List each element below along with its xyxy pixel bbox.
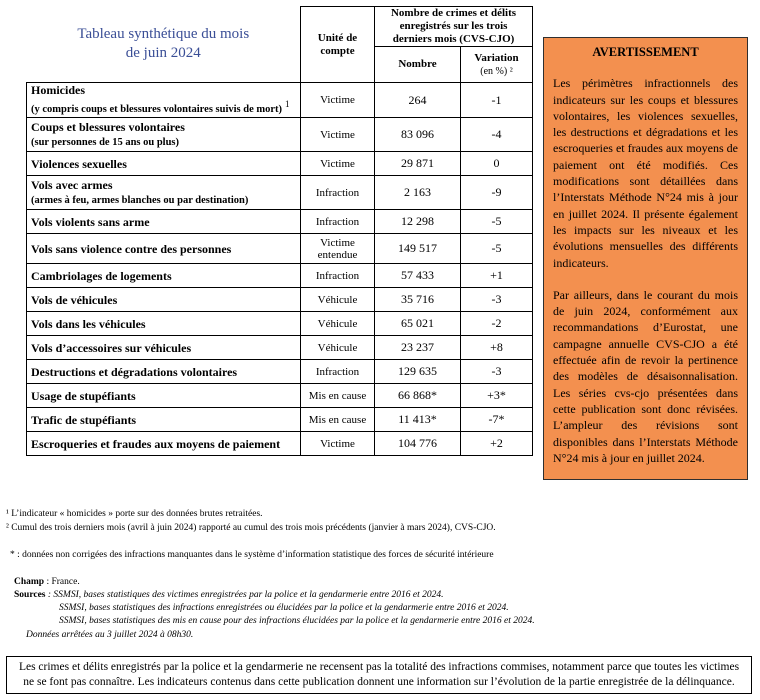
warning-box xyxy=(543,37,748,480)
source-3: SSMSI, bases statistiques des mis en cause pour des infractions élucidées par la police et la gendarmerie entre 2016 et 2024. xyxy=(59,616,535,626)
variation-cell: -9 xyxy=(461,176,533,210)
unit-cell: Véhicule xyxy=(301,336,375,360)
indicator-cell: Escroqueries et fraudes aux moyens de paiement xyxy=(27,432,301,456)
indicator-cell: Vols sans violence contre des personnes xyxy=(27,234,301,264)
unit-cell: Véhicule xyxy=(301,288,375,312)
unit-cell: Infraction xyxy=(301,176,375,210)
unit-cell: Victime xyxy=(301,152,375,176)
indicator-cell: Vols avec armes (armes à feu, armes blanches ou par destination) xyxy=(27,176,301,210)
summary-table xyxy=(26,6,533,456)
footnote-star: * : données non corrigées des infractions manquantes dans le système d’information statistique des forces de sécurité intérieure xyxy=(10,550,494,560)
table-row xyxy=(27,336,533,360)
data-date: Données arrêtées au 3 juillet 2024 à 08h30. xyxy=(26,630,194,640)
table-row xyxy=(27,118,533,152)
number-cell: 264 xyxy=(375,83,461,118)
variation-cell: +8 xyxy=(461,336,533,360)
indicator-cell: Homicides (y compris coups et blessures volontaires suivis de mort) $^1$ xyxy=(27,83,301,118)
unit-cell: Victime xyxy=(301,432,375,456)
col-variation-header: Variation (en %) ² xyxy=(461,47,533,83)
source-2: SSMSI, bases statistiques des infractions enregistrées ou élucidées par la police et la gendarmerie entre 2016 et 2024. xyxy=(59,603,509,613)
variation-cell: -5 xyxy=(461,234,533,264)
indicator-cell: Violences sexuelles xyxy=(27,152,301,176)
variation-cell: +2 xyxy=(461,432,533,456)
number-cell: 11 413* xyxy=(375,408,461,432)
unit-cell: Infraction xyxy=(301,210,375,234)
number-cell: 23 237 xyxy=(375,336,461,360)
indicator-cell: Usage de stupéfiants xyxy=(27,384,301,408)
unit-cell: Victime entendue xyxy=(301,234,375,264)
variation-cell: -3 xyxy=(461,288,533,312)
number-cell: 57 433 xyxy=(375,264,461,288)
champ: Champ : France. xyxy=(14,577,80,587)
variation-cell: +1 xyxy=(461,264,533,288)
disclaimer-box: Les crimes et délits enregistrés par la police et la gendarmerie ne recensent pas la totalité des infractions commises, notamment parce que toutes les victimes ne se font pas connaître. Les indicateurs contenus dans cette publication donnent une information sur l’évolution de la partie enregistrée de la délinquance. xyxy=(6,656,752,694)
number-cell: 129 635 xyxy=(375,360,461,384)
table-row xyxy=(27,384,533,408)
number-cell: 66 868* xyxy=(375,384,461,408)
unit-cell: Mis en cause xyxy=(301,408,375,432)
variation-cell: -5 xyxy=(461,210,533,234)
indicator-cell: Vols violents sans arme xyxy=(27,210,301,234)
footnote-2: ² Cumul des trois derniers mois (avril à juin 2024) rapporté au cumul des trois mois précédents (janvier à mars 2024), CVS-CJO. xyxy=(6,523,496,533)
unit-cell: Victime xyxy=(301,118,375,152)
variation-cell: -4 xyxy=(461,118,533,152)
table-row xyxy=(27,83,533,118)
table-row xyxy=(27,210,533,234)
variation-cell: +3* xyxy=(461,384,533,408)
indicator-cell: Trafic de stupéfiants xyxy=(27,408,301,432)
indicator-cell: Vols d’accessoires sur véhicules xyxy=(27,336,301,360)
warning-paragraph-1: Les périmètres infractionnels des indicateurs sur les coups et blessures volontaires, les violences sexuelles, les destructions et dégradations et les escroqueries et fraudes aux moyens de paiement ont été modifiés. Ces modifications sont détaillées dans l’Interstats Méthode N°24 mis à jour en juillet 2024. Il présente également les impacts sur les niveaux et les évolutions mensuelles des différents indicateurs. xyxy=(553,76,738,270)
variation-cell: -2 xyxy=(461,312,533,336)
unit-cell: Mis en cause xyxy=(301,384,375,408)
indicator-cell: Coups et blessures volontaires (sur personnes de 15 ans ou plus) xyxy=(27,118,301,152)
col-number-header: Nombre xyxy=(375,47,461,83)
source-1: Sources : SSMSI, bases statistiques des victimes enregistrées par la police et la gendarmerie entre 2016 et 2024. xyxy=(14,590,444,600)
variation-cell: 0 xyxy=(461,152,533,176)
number-cell: 65 021 xyxy=(375,312,461,336)
number-cell: 149 517 xyxy=(375,234,461,264)
table-row xyxy=(27,360,533,384)
variation-cell: -7* xyxy=(461,408,533,432)
unit-cell: Infraction xyxy=(301,360,375,384)
indicator-cell: Destructions et dégradations volontaires xyxy=(27,360,301,384)
indicator-cell: Vols de véhicules xyxy=(27,288,301,312)
number-cell: 2 163 xyxy=(375,176,461,210)
variation-cell: -1 xyxy=(461,83,533,118)
table-row xyxy=(27,288,533,312)
table-row xyxy=(27,432,533,456)
table-row xyxy=(27,264,533,288)
indicator-cell: Vols dans les véhicules xyxy=(27,312,301,336)
unit-cell: Véhicule xyxy=(301,312,375,336)
footnote-1: ¹ L’indicateur « homicides » porte sur des données brutes retraitées. xyxy=(6,509,263,519)
number-cell: 35 716 xyxy=(375,288,461,312)
number-cell: 29 871 xyxy=(375,152,461,176)
table-row xyxy=(27,312,533,336)
col-group-header: Nombre de crimes et délits enregistrés sur les trois derniers mois (CVS-CJO) xyxy=(375,7,533,47)
table-row xyxy=(27,234,533,264)
table-row xyxy=(27,152,533,176)
variation-cell: -3 xyxy=(461,360,533,384)
table-title: Tableau synthétique du mois de juin 2024 xyxy=(27,7,301,83)
col-unit-header: Unité de compte xyxy=(301,7,375,83)
number-cell: 12 298 xyxy=(375,210,461,234)
indicator-cell: Cambriolages de logements xyxy=(27,264,301,288)
table-row xyxy=(27,176,533,210)
number-cell: 83 096 xyxy=(375,118,461,152)
warning-paragraph-2: Par ailleurs, dans le courant du mois de juin 2024, conformément aux recommandations d’Eurostat, une campagne annuelle CVS-CJO a été effectuée afin de revoir la pertinence des modèles de désaisonnalisation. Les séries cvs-cjo présentées dans cette publication sont donc révisées. L’ampleur des révisions sont disponibles dans l’Interstats Méthode N°24 mis à jour en juillet 2024. xyxy=(553,287,738,465)
unit-cell: Victime xyxy=(301,83,375,118)
warning-title: AVERTISSEMENT xyxy=(592,45,699,59)
table-row xyxy=(27,408,533,432)
number-cell: 104 776 xyxy=(375,432,461,456)
unit-cell: Infraction xyxy=(301,264,375,288)
